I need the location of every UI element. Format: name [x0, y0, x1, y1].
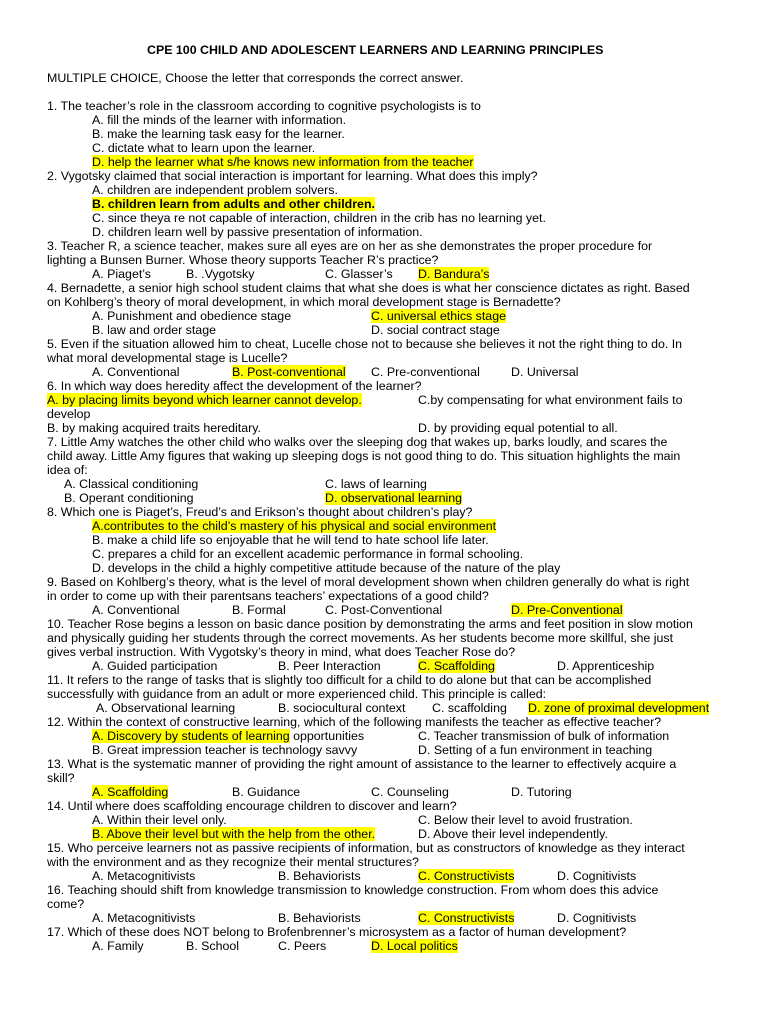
- q17-choice-b: B. School: [186, 939, 240, 953]
- q1-choice-b: B. make the learning task easy for the learner.: [92, 127, 345, 141]
- q14-choice-b-highlighted: B. Above their level but with the help from the other.: [92, 827, 376, 841]
- q14-choice-a: A. Within their level only.: [92, 813, 227, 827]
- question-4-text-cont: on Kohlberg’s theory of moral development, in which moral development stage is Bernadette?: [47, 295, 561, 309]
- question-17-text: 17. Which of these does NOT belong to Brofenbrenner’s microsystem as a factor of human development?: [47, 925, 627, 939]
- q6-choice-d: D. by providing equal potential to all.: [418, 421, 618, 435]
- question-7-text-cont: child away. Little Amy figures that waking up sleeping dogs is not good thing to do. This situation highlights the main: [47, 449, 681, 463]
- q14-choice-c: C. Below their level to avoid frustration.: [418, 813, 633, 827]
- question-16-text-cont: come?: [47, 897, 85, 911]
- q11-choice-c: C. scaffolding: [432, 701, 507, 715]
- q11-choice-d-highlighted: D. zone of proximal development: [528, 701, 710, 715]
- q12-choice-a: [92, 729, 364, 743]
- q7-choice-d-highlighted: D. observational learning: [325, 491, 463, 505]
- q10-choice-c-highlighted: C. Scaffolding: [418, 659, 495, 673]
- q16-choice-d: D. Cognitivists: [557, 911, 637, 925]
- q7-choice-c: C. laws of learning: [325, 477, 427, 491]
- q7-choice-a: A. Classical conditioning: [64, 477, 199, 491]
- question-11-text: 11. It refers to the range of tasks that is slightly too difficult for a child to do alone but that can be accomplished: [47, 673, 652, 687]
- question-8-text: 8. Which one is Piaget’s, Freud’s and Erikson’s thought about children’s play?: [47, 505, 473, 519]
- q16-choice-b: B. Behaviorists: [278, 911, 361, 925]
- q13-choice-b: B. Guidance: [232, 785, 301, 799]
- q11-choice-b: B. sociocultural context: [278, 701, 406, 715]
- q4-choice-c-highlighted: C. universal ethics stage: [371, 309, 506, 323]
- q15-choice-c-highlighted: C. Constructivists: [418, 869, 515, 883]
- q1-choice-d-highlighted: D. help the learner what s/he knows new information from the teacher: [92, 155, 474, 169]
- q2-choice-a: A. children are independent problem solvers.: [92, 183, 338, 197]
- q16-choice-c-highlighted: C. Constructivists: [418, 911, 515, 925]
- question-4-text: 4. Bernadette, a senior high school student claims that what she does is what her conscience dictates as right. Based: [47, 281, 690, 295]
- q3-choice-a: A. Piaget’s: [92, 267, 152, 281]
- question-15-text-cont: with the environment and as they recognize their mental structures?: [47, 855, 419, 869]
- q6-choice-c-cont: develop: [47, 407, 91, 421]
- q5-choice-c: C. Pre-conventional: [371, 365, 480, 379]
- q5-choice-d: D. Universal: [511, 365, 579, 379]
- question-10-text: 10. Teacher Rose begins a lesson on basic dance position by demonstrating the arms and feet position in slow motion: [47, 617, 693, 631]
- q16-choice-a: A. Metacognitivists: [92, 911, 196, 925]
- q15-choice-d: D. Cognitivists: [557, 869, 637, 883]
- question-9-text: 9. Based on Kohlberg’s theory, what is the level of moral development shown when children generally do what is right: [47, 575, 690, 589]
- q12-choice-b: B. Great impression teacher is technology savvy: [92, 743, 358, 757]
- document-title: CPE 100 CHILD AND ADOLESCENT LEARNERS AND LEARNING PRINCIPLES: [147, 43, 604, 57]
- question-5-text-cont: what moral developmental stage is Lucelle?: [47, 351, 288, 365]
- question-9-text-cont: in order to come up with their parentsans teachers’ expectations of a good child?: [47, 589, 489, 603]
- question-13-text: 13. What is the systematic manner of providing the right amount of assistance to the learner to effectively acquire a: [47, 757, 677, 771]
- q13-choice-a-highlighted: A. Scaffolding: [92, 785, 169, 799]
- q13-choice-d: D. Tutoring: [511, 785, 572, 799]
- q9-choice-d-highlighted: D. Pre-Conventional: [511, 603, 623, 617]
- q10-choice-a: A. Guided participation: [92, 659, 218, 673]
- q6-choice-b: B. by making acquired traits hereditary.: [47, 421, 261, 435]
- question-13-text-cont: skill?: [47, 771, 75, 785]
- q5-choice-a: A. Conventional: [92, 365, 180, 379]
- instructions: MULTIPLE CHOICE, Choose the letter that corresponds the correct answer.: [47, 71, 464, 85]
- q12-choice-d: D. Setting of a fun environment in teaching: [418, 743, 653, 757]
- question-12-text: 12. Within the context of constructive learning, which of the following manifests the teacher as effective teacher?: [47, 715, 662, 729]
- q14-choice-d: D. Above their level independently.: [418, 827, 608, 841]
- q1-choice-c: C. dictate what to learn upon the learner.: [92, 141, 316, 155]
- q5-choice-b-highlighted: B. Post-conventional: [232, 365, 346, 379]
- q6-choice-a-highlighted: A. by placing limits beyond which learner cannot develop.: [47, 393, 362, 407]
- q9-choice-b: B. Formal: [232, 603, 286, 617]
- q13-choice-c: C. Counseling: [371, 785, 449, 799]
- question-11-text-cont: successfully with guidance from an adult or more experienced child. This principle is called:: [47, 687, 547, 701]
- q10-choice-d: D. Apprenticeship: [557, 659, 655, 673]
- q10-choice-b: B. Peer Interaction: [278, 659, 381, 673]
- question-6-text: 6. In which way does heredity affect the development of the learner?: [47, 379, 422, 393]
- question-14-text: 14. Until where does scaffolding encourage children to discover and learn?: [47, 799, 457, 813]
- q17-choice-c: C. Peers: [278, 939, 327, 953]
- question-2-text: 2. Vygotsky claimed that social interaction is important for learning. What does this imply?: [47, 169, 538, 183]
- q3-choice-b: B. .Vygotsky: [186, 267, 255, 281]
- q17-choice-d-highlighted: D. Local politics: [371, 939, 458, 953]
- q6-choice-c: C.by compensating for what environment fails to: [418, 393, 683, 407]
- q11-choice-a: A. Observational learning: [96, 701, 236, 715]
- q2-choice-b-highlighted: B. children learn from adults and other children.: [92, 197, 375, 211]
- question-15-text: 15. Who perceive learners not as passive recipients of information, but as constructors of knowledge as they interact: [47, 841, 685, 855]
- q8-choice-a-highlighted: A.contributes to the child’s mastery of his physical and social environment: [92, 519, 497, 533]
- q12-choice-a-highlighted: A. Discovery by students of learning: [92, 729, 290, 743]
- q12-choice-a-rest: opportunities: [289, 729, 365, 743]
- question-10-text-cont: and physically guiding her students through the correct movements. As her students become more skillful, she just: [47, 631, 674, 645]
- question-10-text-cont2: gives verbal instruction. With Vygotsky’s theory in mind, what does Teacher Rose do?: [47, 645, 516, 659]
- question-3-text-cont: lighting a Bunsen Burner. Whose theory supports Teacher R’s practice?: [47, 253, 439, 267]
- q9-choice-a: A. Conventional: [92, 603, 180, 617]
- q12-choice-c: C. Teacher transmission of bulk of information: [418, 729, 670, 743]
- question-1-text: 1. The teacher’s role in the classroom according to cognitive psychologists is to: [47, 99, 481, 113]
- q17-choice-a: A. Family: [92, 939, 144, 953]
- q2-choice-d: D. children learn well by passive presentation of information.: [92, 225, 423, 239]
- question-3-text: 3. Teacher R, a science teacher, makes sure all eyes are on her as she demonstrates the proper procedure for: [47, 239, 653, 253]
- q8-choice-c: C. prepares a child for an excellent academic performance in formal schooling.: [92, 547, 524, 561]
- q9-choice-c: C. Post-Conventional: [325, 603, 443, 617]
- q15-choice-b: B. Behaviorists: [278, 869, 361, 883]
- q2-choice-c: C. since theya re not capable of interaction, children in the crib has no learning yet.: [92, 211, 546, 225]
- q3-choice-c: C. Glasser’s: [325, 267, 393, 281]
- q7-choice-b: B. Operant conditioning: [64, 491, 194, 505]
- q4-choice-a: A. Punishment and obedience stage: [92, 309, 292, 323]
- q4-choice-b: B. law and order stage: [92, 323, 216, 337]
- q8-choice-b: B. make a child life so enjoyable that he will tend to hate school life later.: [92, 533, 489, 547]
- question-7-text-cont2: idea of:: [47, 463, 88, 477]
- question-16-text: 16. Teaching should shift from knowledge transmission to knowledge construction. From whom does this advice: [47, 883, 659, 897]
- q8-choice-d: D. develops in the child a highly competitive attitude because of the nature of the play: [92, 561, 561, 575]
- q3-choice-d-highlighted: D. Bandura’s: [418, 267, 490, 281]
- question-5-text: 5. Even if the situation allowed him to cheat, Lucelle chose not to because she believes it not the right thing to do. In: [47, 337, 683, 351]
- q1-choice-a: A. fill the minds of the learner with information.: [92, 113, 347, 127]
- q15-choice-a: A. Metacognitivists: [92, 869, 196, 883]
- q4-choice-d: D. social contract stage: [371, 323, 500, 337]
- question-7-text: 7. Little Amy watches the other child who walks over the sleeping dog that wakes up, barks loudly, and scares the: [47, 435, 668, 449]
